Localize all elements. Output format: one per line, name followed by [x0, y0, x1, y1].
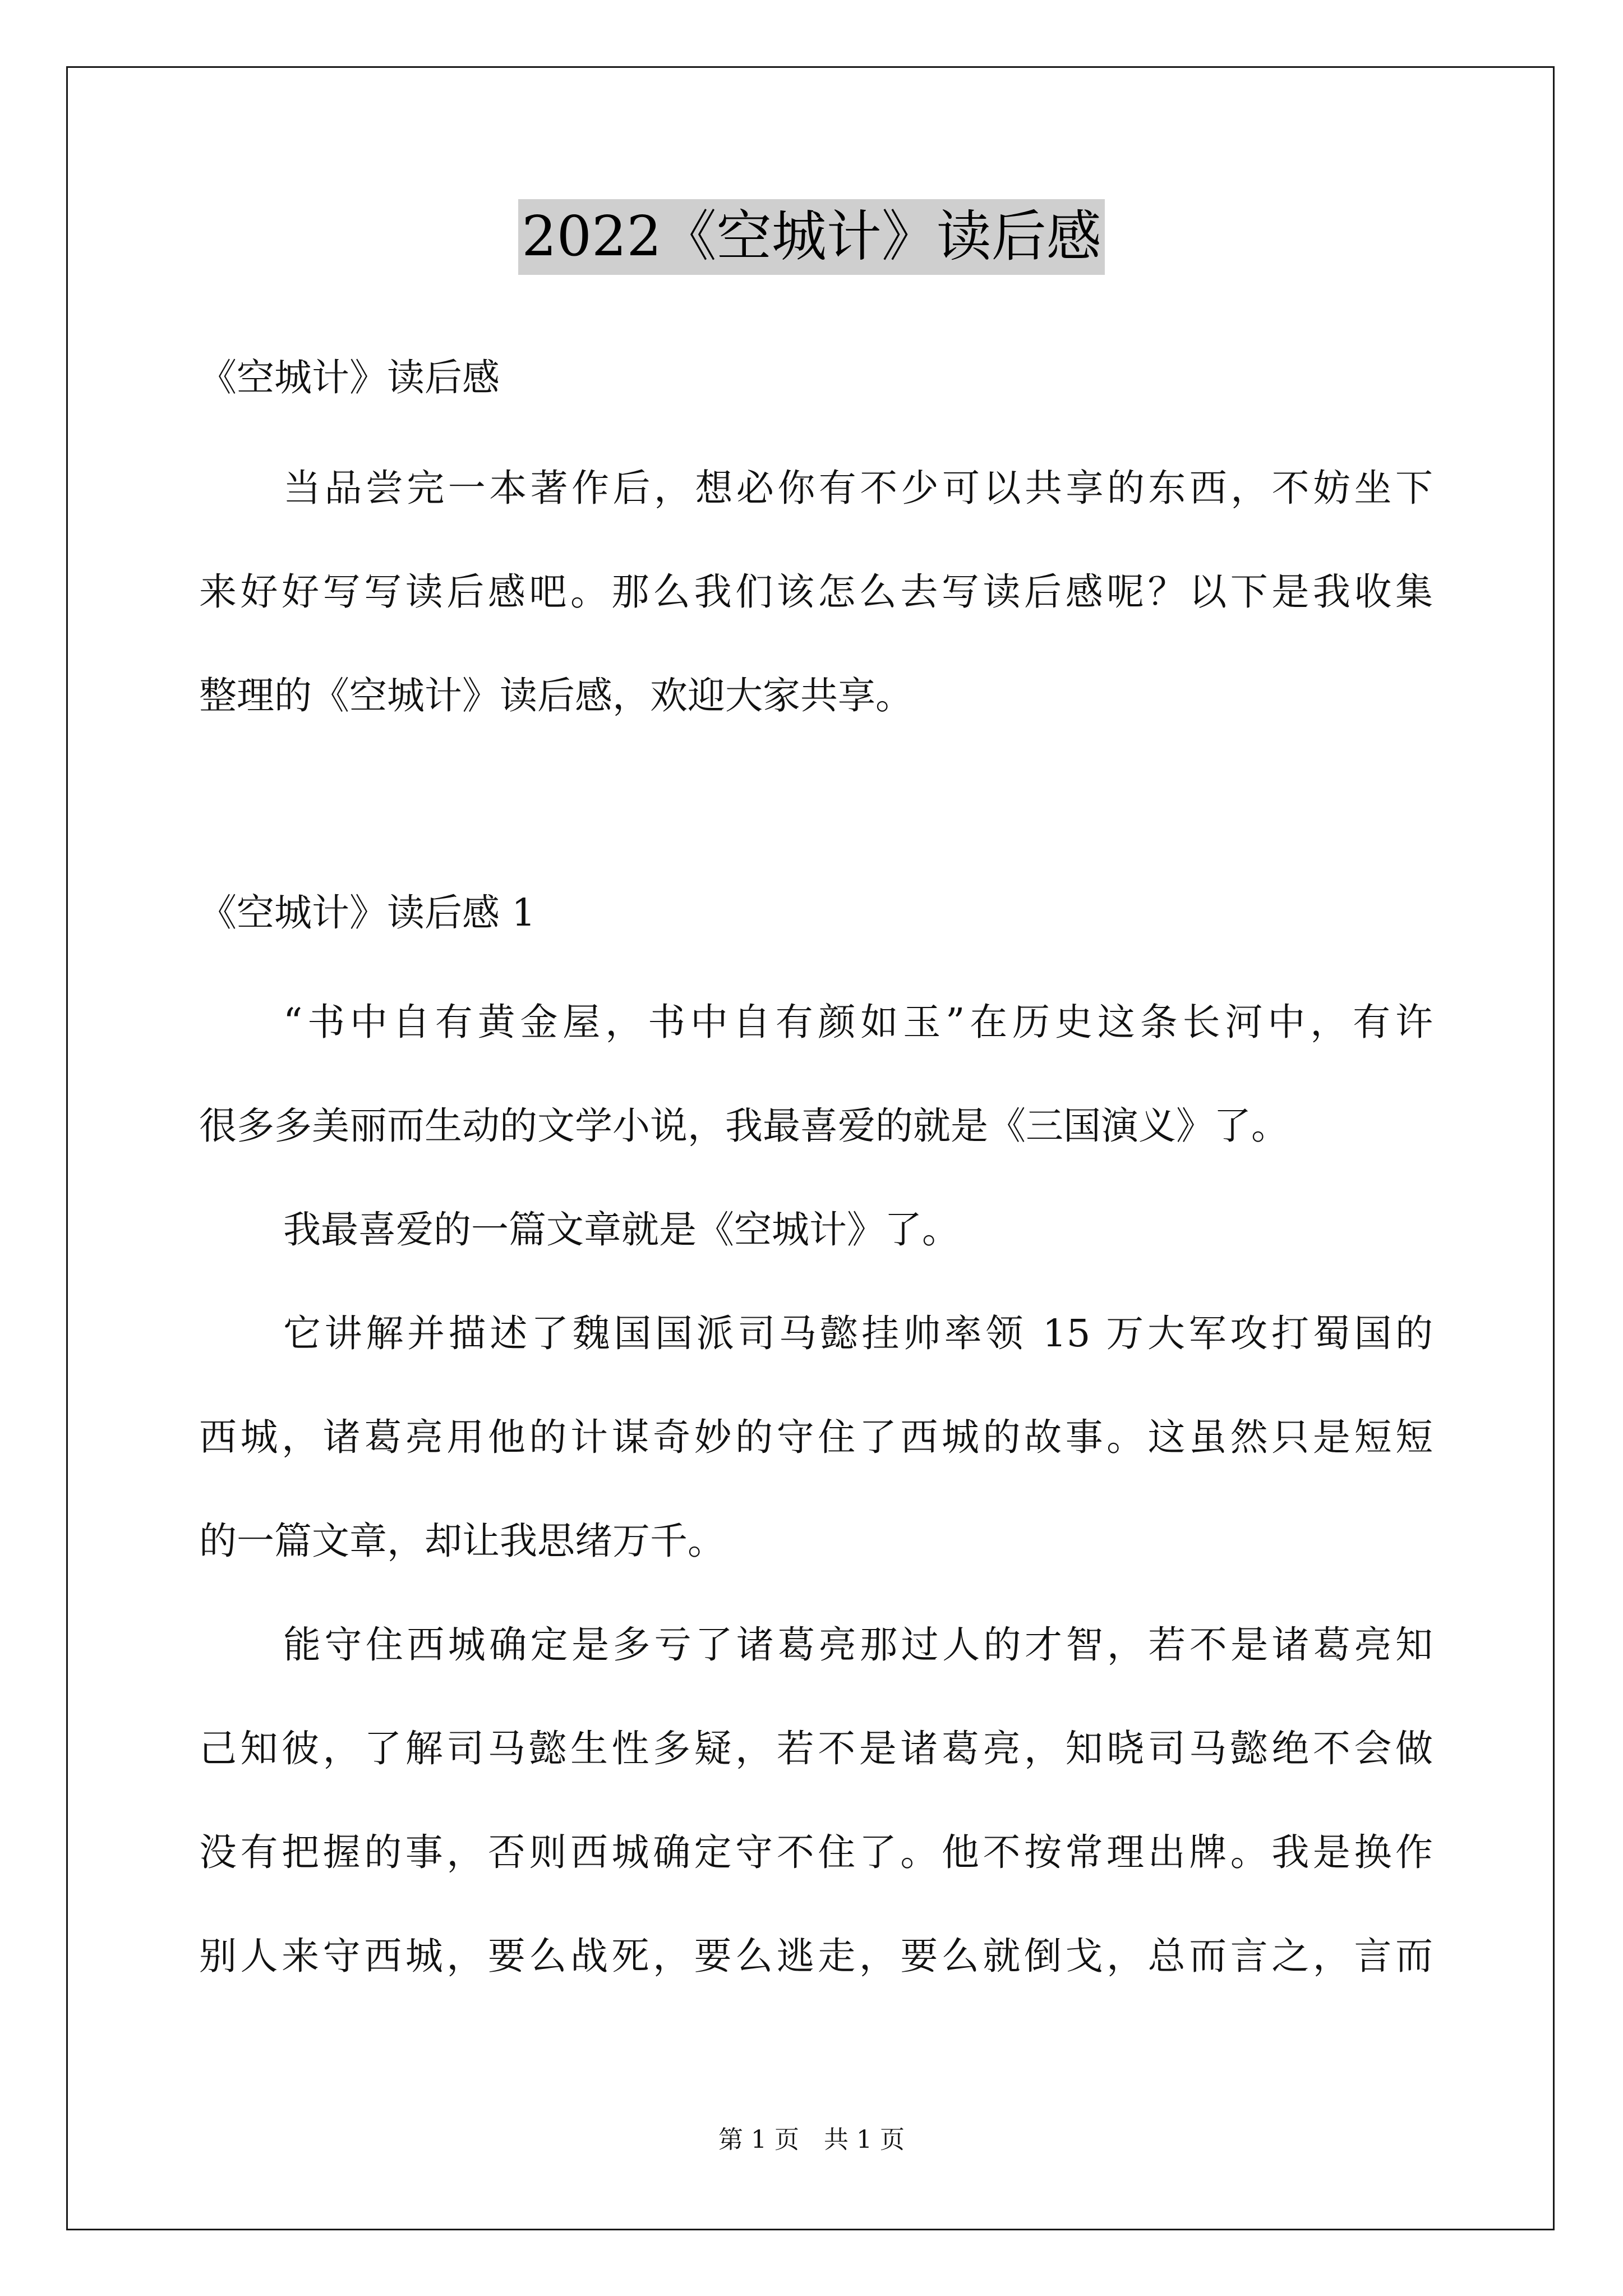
- paragraph4-line-1: 能守住西城确定是多亏了诸葛亮那过人的才智，若不是诸葛亮知: [283, 1623, 1433, 1667]
- intro-line-3: 整理的《空城计》读后感，欢迎大家共享。: [199, 674, 913, 717]
- paragraph2-line-1: 我最喜爱的一篇文章就是《空城计》了。: [283, 1208, 960, 1251]
- paragraph4-line-2: 己知彼，了解司马懿生性多疑，若不是诸葛亮，知晓司马懿绝不会做: [199, 1727, 1433, 1770]
- subheading: 《空城计》读后感: [199, 356, 500, 399]
- paragraph1-line-2: 很多多美丽而生动的文学小说，我最喜爱的就是《三国演义》了。: [199, 1104, 1289, 1148]
- paragraph3-line-1: 它讲解并描述了魏国国派司马懿挂帅率领 15 万大军攻打蜀国的: [283, 1312, 1433, 1355]
- paragraph3-line-3: 的一篇文章，却让我思绪万千。: [199, 1519, 725, 1563]
- paragraph1-line-1: “书中自有黄金屋，书中自有颜如玉”在历史这条长河中，有许: [283, 1000, 1433, 1044]
- page-number-footer: 第 1 页 共 1 页: [718, 2125, 905, 2154]
- paragraph4-line-3: 没有把握的事，否则西城确定守不住了。他不按常理出牌。我是换作: [199, 1830, 1433, 1874]
- paragraph4-line-4: 别人来守西城，要么战死，要么逃走，要么就倒戈，总而言之，言而: [199, 1934, 1433, 1978]
- title-container: [0, 199, 1623, 275]
- section-heading: 《空城计》读后感 1: [199, 891, 536, 935]
- intro-line-2: 来好好写写读后感吧。那么我们该怎么去写读后感呢？以下是我收集: [199, 570, 1433, 614]
- paragraph3-line-2: 西城，诸葛亮用他的计谋奇妙的守住了西城的故事。这虽然只是短短: [199, 1415, 1433, 1459]
- document-title: 2022《空城计》读后感: [518, 199, 1104, 275]
- intro-line-1: 当品尝完一本著作后，想必你有不少可以共享的东西，不妨坐下: [283, 466, 1433, 510]
